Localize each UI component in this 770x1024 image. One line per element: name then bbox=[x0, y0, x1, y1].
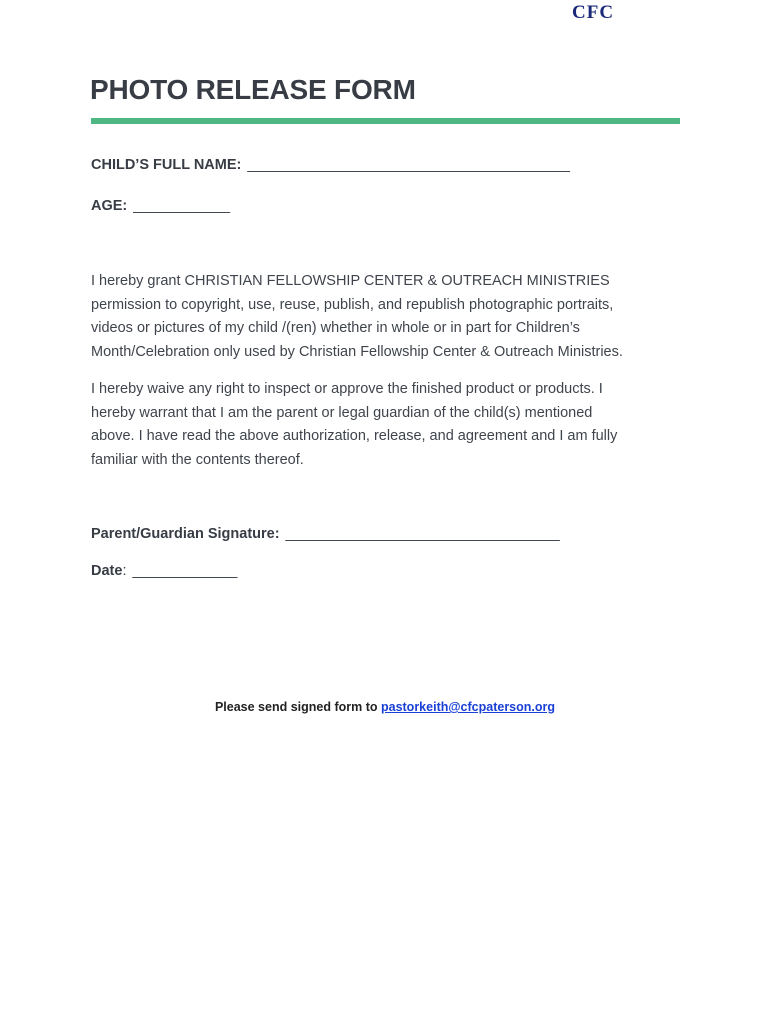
date-label: Date bbox=[91, 563, 123, 579]
waiver-line: above. I have read the above authorization, release, and agreement and I am fully bbox=[91, 428, 618, 444]
page-title: PHOTO RELEASE FORM bbox=[90, 74, 416, 105]
grant-line: I hereby grant CHRISTIAN FELLOWSHIP CENTER & OUTREACH MINISTRIES bbox=[91, 273, 610, 289]
grant-line: videos or pictures of my child /(ren) whether in whole or in part for Children’s bbox=[91, 320, 580, 336]
child-name-blank[interactable]: ________________________________________ bbox=[247, 157, 570, 173]
age-field bbox=[91, 198, 230, 214]
email-link[interactable]: pastorkeith@cfcpaterson.org bbox=[380, 700, 556, 714]
signature-blank[interactable]: __________________________________ bbox=[285, 526, 560, 542]
waiver-line: familiar with the contents thereof. bbox=[91, 451, 304, 468]
footer-instruction bbox=[0, 700, 770, 714]
waiver-line: hereby warrant that I am the parent or legal guardian of the child(s) mentioned bbox=[91, 404, 593, 421]
footer-text: Please send signed form to bbox=[214, 700, 381, 714]
age-label: AGE: bbox=[91, 198, 128, 214]
grant-line: permission to copyright, use, reuse, publish, and republish photographic portraits, bbox=[91, 296, 614, 313]
child-name-label: CHILD’S FULL NAME: bbox=[91, 157, 242, 173]
child-name-field bbox=[91, 157, 570, 173]
cfc-logo: CFC bbox=[572, 2, 615, 23]
signature-field bbox=[91, 526, 560, 542]
date-colon: : bbox=[122, 563, 127, 579]
waiver-paragraph bbox=[91, 378, 691, 472]
age-blank[interactable]: ____________ bbox=[133, 198, 231, 214]
date-blank[interactable]: _____________ bbox=[132, 563, 238, 579]
signature-label: Parent/Guardian Signature: bbox=[91, 526, 280, 542]
date-field bbox=[91, 563, 237, 579]
grant-line: Month/Celebration only used by Christian Fellowship Center & Outreach Ministries. bbox=[91, 343, 623, 360]
title-divider bbox=[91, 118, 680, 124]
grant-paragraph bbox=[91, 270, 691, 364]
waiver-line: I hereby waive any right to inspect or approve the finished product or products. I bbox=[91, 381, 603, 397]
